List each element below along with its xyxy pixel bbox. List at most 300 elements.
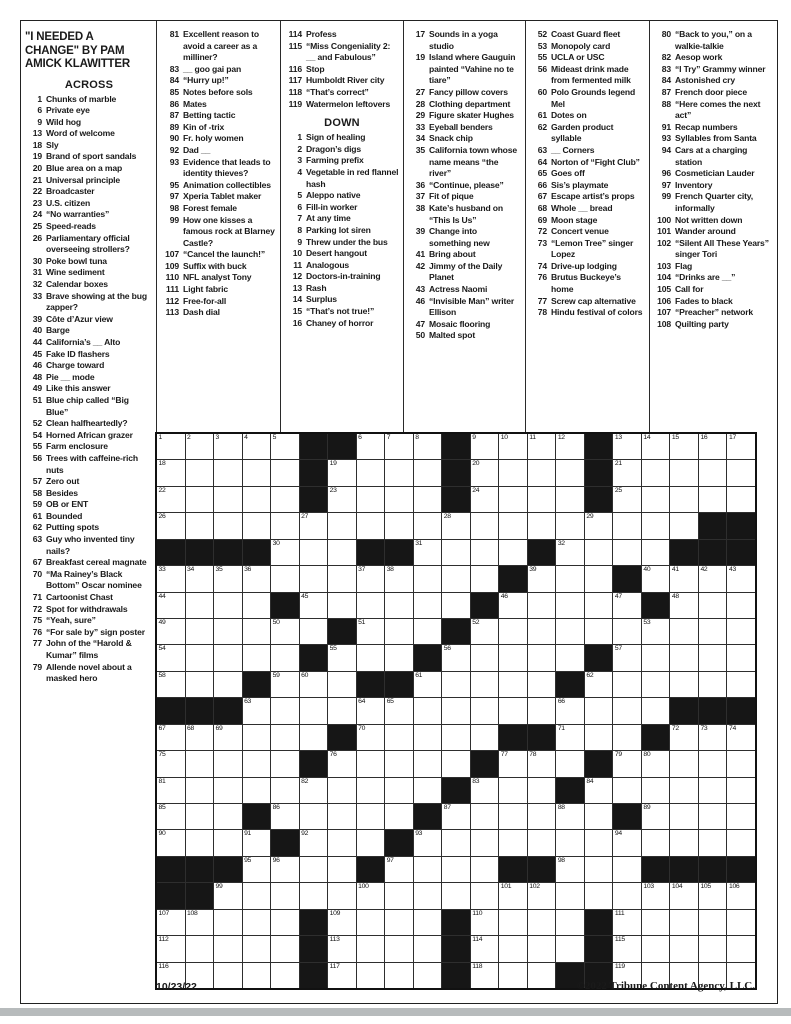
grid-cell[interactable]	[271, 698, 299, 723]
grid-cell[interactable]	[585, 672, 613, 697]
grid-cell[interactable]	[670, 645, 698, 670]
grid-cell[interactable]	[670, 778, 698, 803]
grid-cell[interactable]	[642, 540, 670, 565]
grid-cell[interactable]	[556, 698, 584, 723]
grid-cell[interactable]	[357, 725, 385, 750]
grid-cell[interactable]	[385, 566, 413, 591]
grid-cell[interactable]	[385, 883, 413, 908]
grid-cell[interactable]	[414, 513, 442, 538]
grid-cell[interactable]	[670, 672, 698, 697]
grid-cell[interactable]	[328, 830, 356, 855]
grid-cell[interactable]	[243, 883, 271, 908]
grid-cell[interactable]	[271, 645, 299, 670]
grid-cell[interactable]	[271, 487, 299, 512]
grid-cell[interactable]	[642, 460, 670, 485]
grid-cell[interactable]	[727, 830, 755, 855]
grid-cell[interactable]	[727, 778, 755, 803]
grid-cell[interactable]	[642, 804, 670, 829]
grid-cell[interactable]	[471, 698, 499, 723]
grid-cell[interactable]	[585, 830, 613, 855]
grid-cell[interactable]	[442, 883, 470, 908]
grid-cell[interactable]	[699, 751, 727, 776]
grid-cell[interactable]	[385, 936, 413, 961]
grid-cell[interactable]	[300, 804, 328, 829]
grid-cell[interactable]	[670, 804, 698, 829]
grid-cell[interactable]	[528, 804, 556, 829]
grid-cell[interactable]	[328, 804, 356, 829]
grid-cell[interactable]	[357, 513, 385, 538]
grid-cell[interactable]	[300, 672, 328, 697]
grid-cell[interactable]	[328, 751, 356, 776]
grid-cell[interactable]	[585, 857, 613, 882]
grid-cell[interactable]	[727, 619, 755, 644]
grid-cell[interactable]	[699, 434, 727, 459]
grid-cell[interactable]	[186, 619, 214, 644]
grid-cell[interactable]	[727, 883, 755, 908]
grid-cell[interactable]	[442, 804, 470, 829]
grid-cell[interactable]	[271, 778, 299, 803]
grid-cell[interactable]	[642, 645, 670, 670]
grid-cell[interactable]	[528, 645, 556, 670]
grid-cell[interactable]	[727, 645, 755, 670]
grid-cell[interactable]	[556, 460, 584, 485]
grid-cell[interactable]	[385, 910, 413, 935]
grid-cell[interactable]	[499, 936, 527, 961]
grid-cell[interactable]	[414, 910, 442, 935]
grid-cell[interactable]	[414, 566, 442, 591]
grid-cell[interactable]	[414, 460, 442, 485]
grid-cell[interactable]	[243, 751, 271, 776]
grid-cell[interactable]	[157, 513, 185, 538]
grid-cell[interactable]	[214, 566, 242, 591]
grid-cell[interactable]	[499, 540, 527, 565]
grid-cell[interactable]	[642, 672, 670, 697]
grid-cell[interactable]	[727, 936, 755, 961]
grid-cell[interactable]	[186, 645, 214, 670]
grid-cell[interactable]	[157, 645, 185, 670]
grid-cell[interactable]	[471, 857, 499, 882]
grid-cell[interactable]	[328, 963, 356, 988]
grid-cell[interactable]	[471, 936, 499, 961]
grid-cell[interactable]	[186, 936, 214, 961]
grid-cell[interactable]	[670, 513, 698, 538]
grid-cell[interactable]	[556, 857, 584, 882]
grid-cell[interactable]	[585, 778, 613, 803]
grid-cell[interactable]	[243, 460, 271, 485]
grid-cell[interactable]	[670, 910, 698, 935]
grid-cell[interactable]	[613, 434, 641, 459]
grid-cell[interactable]	[670, 883, 698, 908]
grid-cell[interactable]	[243, 857, 271, 882]
grid-cell[interactable]	[357, 619, 385, 644]
grid-cell[interactable]	[243, 910, 271, 935]
grid-cell[interactable]	[243, 725, 271, 750]
grid-cell[interactable]	[442, 593, 470, 618]
grid-cell[interactable]	[556, 804, 584, 829]
grid-cell[interactable]	[214, 910, 242, 935]
grid-cell[interactable]	[556, 540, 584, 565]
grid-cell[interactable]	[613, 540, 641, 565]
grid-cell[interactable]	[357, 566, 385, 591]
grid-cell[interactable]	[642, 830, 670, 855]
grid-cell[interactable]	[642, 434, 670, 459]
grid-cell[interactable]	[385, 725, 413, 750]
grid-cell[interactable]	[385, 645, 413, 670]
grid-cell[interactable]	[642, 910, 670, 935]
grid-cell[interactable]	[385, 619, 413, 644]
grid-cell[interactable]	[186, 778, 214, 803]
grid-cell[interactable]	[328, 460, 356, 485]
grid-cell[interactable]	[442, 540, 470, 565]
grid-cell[interactable]	[642, 698, 670, 723]
grid-cell[interactable]	[186, 593, 214, 618]
grid-cell[interactable]	[157, 725, 185, 750]
grid-cell[interactable]	[670, 619, 698, 644]
grid-cell[interactable]	[642, 751, 670, 776]
grid-cell[interactable]	[556, 619, 584, 644]
grid-cell[interactable]	[699, 725, 727, 750]
grid-cell[interactable]	[642, 778, 670, 803]
grid-cell[interactable]	[300, 593, 328, 618]
grid-cell[interactable]	[414, 778, 442, 803]
grid-cell[interactable]	[214, 804, 242, 829]
grid-cell[interactable]	[300, 566, 328, 591]
grid-cell[interactable]	[214, 830, 242, 855]
grid-cell[interactable]	[471, 566, 499, 591]
grid-cell[interactable]	[328, 778, 356, 803]
grid-cell[interactable]	[414, 540, 442, 565]
grid-cell[interactable]	[214, 513, 242, 538]
grid-cell[interactable]	[357, 434, 385, 459]
grid-cell[interactable]	[157, 804, 185, 829]
grid-cell[interactable]	[357, 645, 385, 670]
grid-cell[interactable]	[471, 487, 499, 512]
grid-cell[interactable]	[699, 593, 727, 618]
grid-cell[interactable]	[727, 804, 755, 829]
grid-cell[interactable]	[670, 460, 698, 485]
grid-cell[interactable]	[300, 725, 328, 750]
grid-cell[interactable]	[271, 566, 299, 591]
grid-cell[interactable]	[243, 645, 271, 670]
grid-cell[interactable]	[727, 672, 755, 697]
grid-cell[interactable]	[186, 566, 214, 591]
grid-cell[interactable]	[271, 883, 299, 908]
grid-cell[interactable]	[699, 645, 727, 670]
grid-cell[interactable]	[670, 830, 698, 855]
grid-cell[interactable]	[214, 619, 242, 644]
grid-cell[interactable]	[357, 698, 385, 723]
grid-cell[interactable]	[528, 751, 556, 776]
grid-cell[interactable]	[186, 434, 214, 459]
grid-cell[interactable]	[300, 883, 328, 908]
grid-cell[interactable]	[727, 910, 755, 935]
grid-cell[interactable]	[471, 778, 499, 803]
grid-cell[interactable]	[214, 936, 242, 961]
grid-cell[interactable]	[670, 487, 698, 512]
grid-cell[interactable]	[357, 963, 385, 988]
grid-cell[interactable]	[385, 778, 413, 803]
grid-cell[interactable]	[186, 804, 214, 829]
grid-cell[interactable]	[385, 698, 413, 723]
grid-cell[interactable]	[328, 883, 356, 908]
grid-cell[interactable]	[670, 434, 698, 459]
grid-cell[interactable]	[471, 434, 499, 459]
grid-cell[interactable]	[556, 434, 584, 459]
grid-cell[interactable]	[385, 513, 413, 538]
grid-cell[interactable]	[414, 487, 442, 512]
grid-cell[interactable]	[300, 540, 328, 565]
grid-cell[interactable]	[157, 672, 185, 697]
grid-cell[interactable]	[670, 936, 698, 961]
grid-cell[interactable]	[414, 751, 442, 776]
grid-cell[interactable]	[499, 830, 527, 855]
grid-cell[interactable]	[670, 751, 698, 776]
grid-cell[interactable]	[471, 725, 499, 750]
grid-cell[interactable]	[442, 698, 470, 723]
grid-cell[interactable]	[385, 857, 413, 882]
grid-cell[interactable]	[328, 857, 356, 882]
grid-cell[interactable]	[328, 645, 356, 670]
grid-cell[interactable]	[357, 593, 385, 618]
grid-cell[interactable]	[186, 751, 214, 776]
grid-cell[interactable]	[727, 593, 755, 618]
grid-cell[interactable]	[471, 619, 499, 644]
grid-cell[interactable]	[414, 593, 442, 618]
grid-cell[interactable]	[471, 645, 499, 670]
grid-cell[interactable]	[613, 725, 641, 750]
grid-cell[interactable]	[157, 460, 185, 485]
grid-cell[interactable]	[699, 883, 727, 908]
grid-cell[interactable]	[214, 460, 242, 485]
grid-cell[interactable]	[613, 883, 641, 908]
grid-cell[interactable]	[528, 487, 556, 512]
grid-cell[interactable]	[699, 566, 727, 591]
grid-cell[interactable]	[157, 619, 185, 644]
grid-cell[interactable]	[613, 830, 641, 855]
grid-cell[interactable]	[357, 751, 385, 776]
grid-cell[interactable]	[699, 936, 727, 961]
grid-cell[interactable]	[699, 460, 727, 485]
grid-cell[interactable]	[499, 672, 527, 697]
grid-cell[interactable]	[271, 910, 299, 935]
grid-cell[interactable]	[271, 857, 299, 882]
grid-cell[interactable]	[499, 460, 527, 485]
grid-cell[interactable]	[613, 698, 641, 723]
grid-cell[interactable]	[613, 778, 641, 803]
grid-cell[interactable]	[271, 460, 299, 485]
grid-cell[interactable]	[585, 540, 613, 565]
grid-cell[interactable]	[243, 434, 271, 459]
grid-cell[interactable]	[214, 751, 242, 776]
grid-cell[interactable]	[499, 698, 527, 723]
grid-cell[interactable]	[414, 725, 442, 750]
grid-cell[interactable]	[528, 619, 556, 644]
grid-cell[interactable]	[699, 830, 727, 855]
grid-cell[interactable]	[528, 460, 556, 485]
grid-cell[interactable]	[157, 566, 185, 591]
grid-cell[interactable]	[157, 778, 185, 803]
grid-cell[interactable]	[528, 566, 556, 591]
grid-cell[interactable]	[556, 830, 584, 855]
grid-cell[interactable]	[613, 645, 641, 670]
grid-cell[interactable]	[414, 963, 442, 988]
grid-cell[interactable]	[385, 487, 413, 512]
grid-cell[interactable]	[328, 910, 356, 935]
grid-cell[interactable]	[157, 936, 185, 961]
grid-cell[interactable]	[528, 936, 556, 961]
grid-cell[interactable]	[243, 487, 271, 512]
grid-cell[interactable]	[613, 672, 641, 697]
grid-cell[interactable]	[186, 910, 214, 935]
grid-cell[interactable]	[186, 513, 214, 538]
grid-cell[interactable]	[556, 487, 584, 512]
grid-cell[interactable]	[528, 593, 556, 618]
grid-cell[interactable]	[585, 804, 613, 829]
grid-cell[interactable]	[414, 857, 442, 882]
grid-cell[interactable]	[471, 830, 499, 855]
grid-cell[interactable]	[585, 883, 613, 908]
grid-cell[interactable]	[271, 804, 299, 829]
grid-cell[interactable]	[642, 566, 670, 591]
grid-cell[interactable]	[385, 593, 413, 618]
grid-cell[interactable]	[186, 487, 214, 512]
grid-cell[interactable]	[300, 619, 328, 644]
grid-cell[interactable]	[613, 487, 641, 512]
grid-cell[interactable]	[271, 725, 299, 750]
grid-cell[interactable]	[727, 566, 755, 591]
grid-cell[interactable]	[214, 883, 242, 908]
grid-cell[interactable]	[357, 487, 385, 512]
grid-cell[interactable]	[699, 487, 727, 512]
grid-cell[interactable]	[385, 460, 413, 485]
grid-cell[interactable]	[214, 672, 242, 697]
grid-cell[interactable]	[300, 778, 328, 803]
grid-cell[interactable]	[642, 936, 670, 961]
grid-cell[interactable]	[499, 778, 527, 803]
grid-cell[interactable]	[186, 460, 214, 485]
grid-cell[interactable]	[613, 593, 641, 618]
grid-cell[interactable]	[243, 936, 271, 961]
grid-cell[interactable]	[357, 778, 385, 803]
grid-cell[interactable]	[471, 883, 499, 908]
grid-cell[interactable]	[414, 936, 442, 961]
grid-cell[interactable]	[727, 487, 755, 512]
grid-cell[interactable]	[442, 830, 470, 855]
grid-cell[interactable]	[214, 593, 242, 618]
grid-cell[interactable]	[471, 460, 499, 485]
grid-cell[interactable]	[357, 910, 385, 935]
grid-cell[interactable]	[556, 883, 584, 908]
grid-cell[interactable]	[243, 619, 271, 644]
grid-cell[interactable]	[556, 513, 584, 538]
grid-cell[interactable]	[528, 698, 556, 723]
grid-cell[interactable]	[328, 593, 356, 618]
grid-cell[interactable]	[499, 487, 527, 512]
grid-cell[interactable]	[642, 883, 670, 908]
grid-cell[interactable]	[613, 936, 641, 961]
grid-cell[interactable]	[385, 751, 413, 776]
grid-cell[interactable]	[642, 619, 670, 644]
grid-cell[interactable]	[556, 593, 584, 618]
grid-cell[interactable]	[243, 963, 271, 988]
grid-cell[interactable]	[471, 963, 499, 988]
grid-cell[interactable]	[385, 434, 413, 459]
grid-cell[interactable]	[214, 645, 242, 670]
grid-cell[interactable]	[357, 804, 385, 829]
grid-cell[interactable]	[328, 540, 356, 565]
grid-cell[interactable]	[556, 751, 584, 776]
grid-cell[interactable]	[642, 487, 670, 512]
grid-cell[interactable]	[528, 963, 556, 988]
grid-cell[interactable]	[613, 910, 641, 935]
grid-cell[interactable]	[328, 566, 356, 591]
grid-cell[interactable]	[271, 619, 299, 644]
grid-cell[interactable]	[300, 857, 328, 882]
grid-cell[interactable]	[414, 619, 442, 644]
grid-cell[interactable]	[157, 434, 185, 459]
grid-cell[interactable]	[442, 645, 470, 670]
grid-cell[interactable]	[271, 513, 299, 538]
grid-cell[interactable]	[300, 830, 328, 855]
grid-cell[interactable]	[243, 593, 271, 618]
grid-cell[interactable]	[214, 778, 242, 803]
grid-cell[interactable]	[157, 487, 185, 512]
grid-cell[interactable]	[556, 645, 584, 670]
grid-cell[interactable]	[670, 593, 698, 618]
grid-cell[interactable]	[157, 910, 185, 935]
grid-cell[interactable]	[585, 619, 613, 644]
grid-cell[interactable]	[414, 883, 442, 908]
grid-cell[interactable]	[613, 513, 641, 538]
grid-cell[interactable]	[499, 963, 527, 988]
grid-cell[interactable]	[357, 830, 385, 855]
grid-cell[interactable]	[613, 751, 641, 776]
grid-cell[interactable]	[214, 487, 242, 512]
grid-cell[interactable]	[442, 751, 470, 776]
grid-cell[interactable]	[670, 725, 698, 750]
grid-cell[interactable]	[300, 513, 328, 538]
grid-cell[interactable]	[357, 460, 385, 485]
grid-cell[interactable]	[613, 460, 641, 485]
grid-cell[interactable]	[442, 857, 470, 882]
grid-cell[interactable]	[157, 830, 185, 855]
grid-cell[interactable]	[556, 725, 584, 750]
grid-cell[interactable]	[499, 804, 527, 829]
grid-cell[interactable]	[699, 672, 727, 697]
grid-cell[interactable]	[585, 566, 613, 591]
grid-cell[interactable]	[727, 725, 755, 750]
grid-cell[interactable]	[585, 513, 613, 538]
grid-cell[interactable]	[556, 936, 584, 961]
grid-cell[interactable]	[414, 830, 442, 855]
grid-cell[interactable]	[585, 725, 613, 750]
grid-cell[interactable]	[528, 830, 556, 855]
grid-cell[interactable]	[471, 513, 499, 538]
grid-cell[interactable]	[300, 698, 328, 723]
grid-cell[interactable]	[556, 566, 584, 591]
grid-cell[interactable]	[528, 883, 556, 908]
grid-cell[interactable]	[271, 936, 299, 961]
grid-cell[interactable]	[528, 434, 556, 459]
grid-cell[interactable]	[699, 619, 727, 644]
grid-cell[interactable]	[186, 830, 214, 855]
grid-cell[interactable]	[499, 619, 527, 644]
grid-cell[interactable]	[414, 434, 442, 459]
grid-cell[interactable]	[613, 857, 641, 882]
grid-cell[interactable]	[585, 593, 613, 618]
grid-cell[interactable]	[157, 751, 185, 776]
grid-cell[interactable]	[528, 513, 556, 538]
